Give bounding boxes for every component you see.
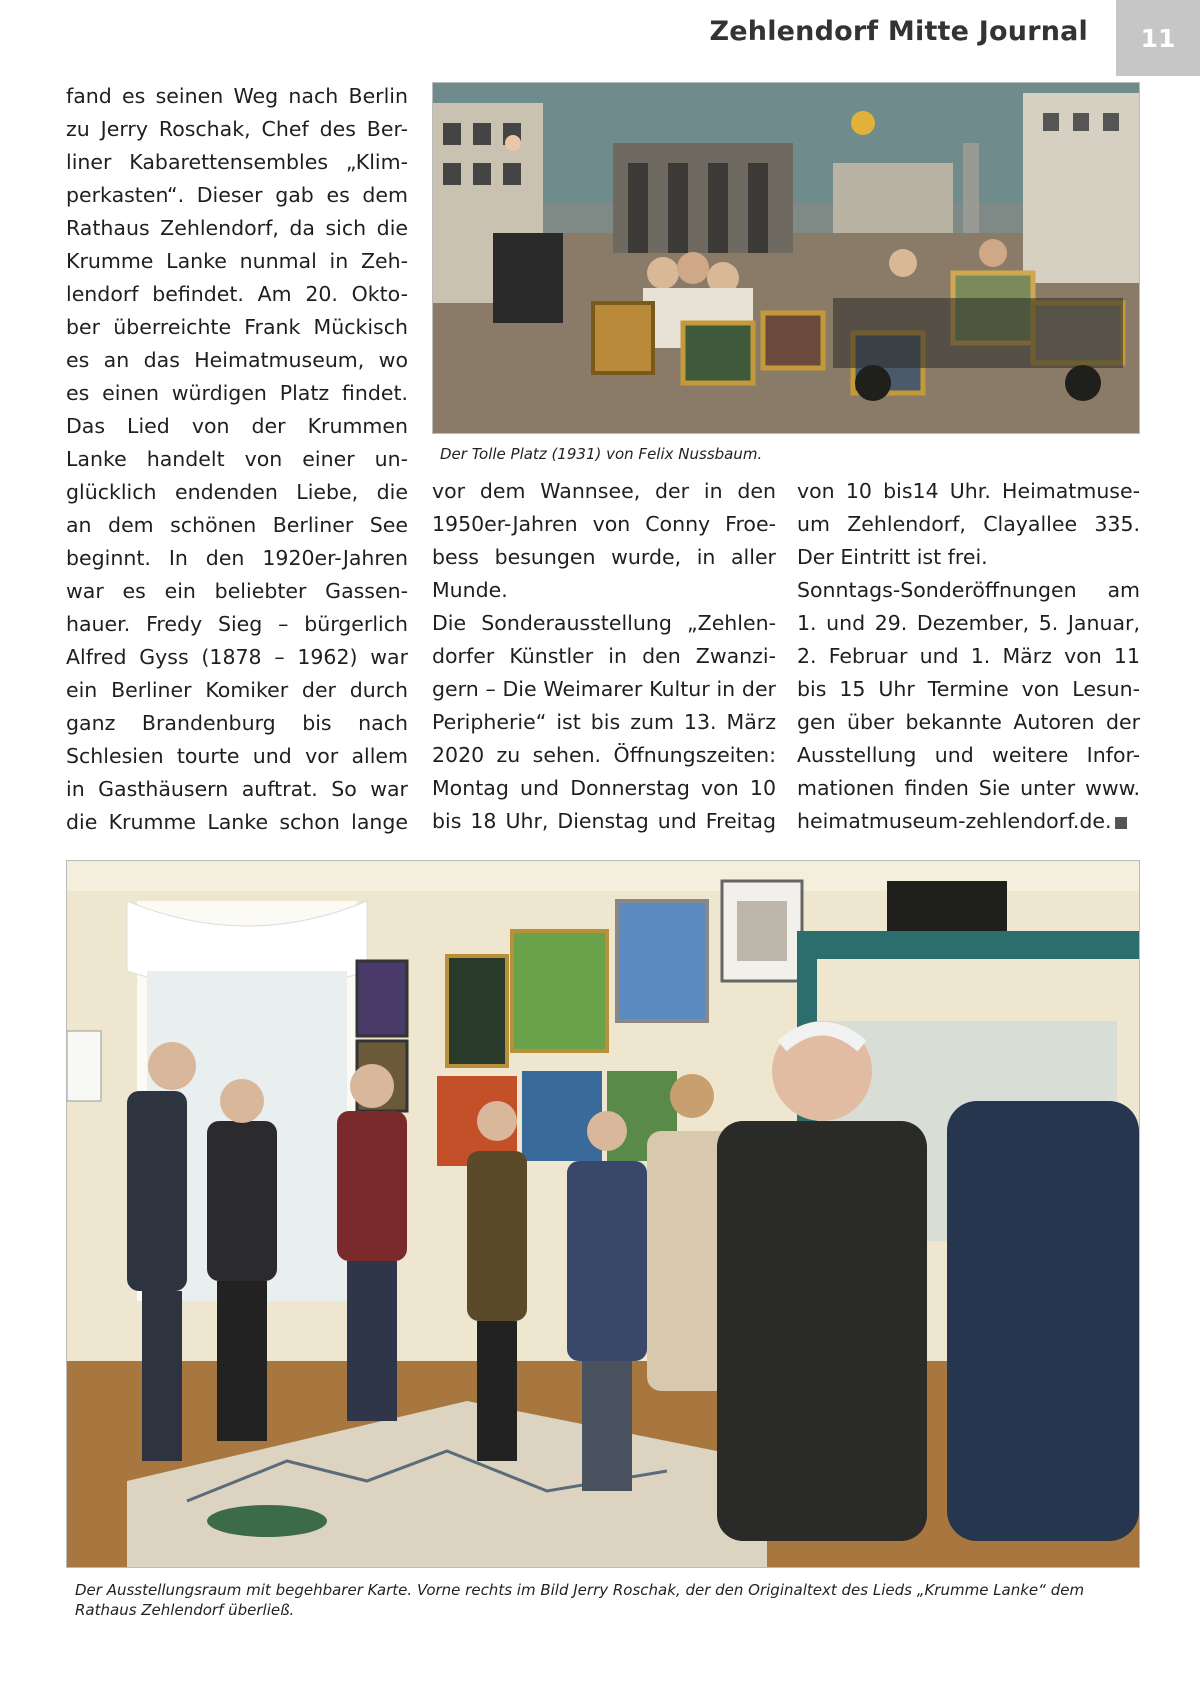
- text-line: es einen würdigen Platz findet.: [66, 381, 408, 405]
- text-line: beginnt. In den 1920er-Jahren: [66, 546, 408, 570]
- text-line: Rathaus Zehlendorf, da sich die: [66, 216, 408, 240]
- text-line: dorfer Künstler in den Zwanzi-: [432, 644, 776, 668]
- text-line: Montag und Donnerstag von 10: [432, 776, 776, 800]
- text-line: hauer. Fredy Sieg – bürgerlich: [66, 612, 408, 636]
- page-header: [0, 0, 1200, 78]
- text-line: Die Sonderausstellung „Zehlen-: [432, 611, 776, 635]
- text-line: 1. und 29. Dezember, 5. Januar,: [797, 611, 1140, 635]
- article-column-2: [432, 475, 776, 838]
- text-line: ein Berliner Komiker der durch: [66, 678, 408, 702]
- text-line: glücklich endenden Liebe, die: [66, 480, 408, 504]
- text-line: Das Lied von der Krummen: [66, 414, 408, 438]
- text-line: in Gasthäusern auftrat. So war: [66, 777, 408, 801]
- text-line: perkasten“. Dieser gab es dem: [66, 183, 408, 207]
- text-line: die Krumme Lanke schon lange: [66, 810, 408, 834]
- exhibition-illustration: [67, 861, 1139, 1567]
- text-line: es an das Heimatmuseum, wo: [66, 348, 408, 372]
- text-line: lendorf befindet. Am 20. Okto-: [66, 282, 408, 306]
- text-line: um Zehlendorf, Clayallee 335.: [797, 512, 1140, 536]
- text-line: Krumme Lanke nunmal in Zeh-: [66, 249, 408, 273]
- text-line: Alfred Gyss (1878 – 1962) war: [66, 645, 408, 669]
- text-line: bis 18 Uhr, Dienstag und Freitag: [432, 809, 776, 833]
- article-column-3: [797, 475, 1140, 838]
- text-line: vor dem Wannsee, der in den: [432, 479, 776, 503]
- text-line: von 10 bis14 Uhr. Heimatmuse-: [797, 479, 1140, 503]
- text-line: gern – Die Weimarer Kultur in der: [432, 677, 776, 701]
- text-line: heimatmuseum-zehlendorf.de.: [797, 805, 1140, 838]
- painting-illustration: [433, 83, 1139, 433]
- text-line: an dem schönen Berliner See: [66, 513, 408, 537]
- text-line: war es ein beliebter Gassen-: [66, 579, 408, 603]
- text-line: fand es seinen Weg nach Berlin: [66, 84, 408, 108]
- text-line: Schlesien tourte und vor allem: [66, 744, 408, 768]
- text-line: ber überreichte Frank Mückisch: [66, 315, 408, 339]
- text-line: ganz Brandenburg bis nach: [66, 711, 408, 735]
- text-line: 2. Februar und 1. März von 11: [797, 644, 1140, 668]
- journal-title: Zehlendorf Mitte Journal: [709, 16, 1088, 47]
- text-line: gen über bekannte Autoren der: [797, 710, 1140, 734]
- text-line: liner Kabarettensembles „Klim-: [66, 150, 408, 174]
- text-line: Der Eintritt ist frei.: [797, 545, 988, 569]
- text-line: 2020 zu sehen. Öffnungszeiten:: [432, 743, 776, 767]
- page-number: 11: [1116, 0, 1200, 76]
- text-line: bis 15 Uhr Termine von Lesun-: [797, 677, 1140, 701]
- text-line: Munde.: [432, 578, 508, 602]
- text-line: mationen finden Sie unter www.: [797, 776, 1140, 800]
- exhibition-photo: [66, 860, 1140, 1568]
- text-line: Ausstellung und weitere Infor-: [797, 743, 1140, 767]
- painting-caption: Der Tolle Platz (1931) von Felix Nussbaum.: [440, 445, 763, 463]
- text-line: Sonntags-Sonderöffnungen am: [797, 578, 1140, 602]
- text-line: 1950er-Jahren von Conny Froe-: [432, 512, 776, 536]
- text-line: zu Jerry Roschak, Chef des Ber-: [66, 117, 408, 141]
- article-column-1: [66, 80, 408, 839]
- text-line: Lanke handelt von einer un-: [66, 447, 408, 471]
- painting-image: [432, 82, 1140, 434]
- text-line: bess besungen wurde, in aller: [432, 545, 776, 569]
- text-line: Peripherie“ ist bis zum 13. März: [432, 710, 776, 734]
- article-end-mark-icon: [1115, 817, 1127, 829]
- exhibition-caption: Der Ausstellungsraum mit begehbarer Karte. Vorne rechts im Bild Jerry Roschak, der den Originaltext des Lieds „Krumme Lanke“ dem Rathaus Zehlendorf überließ.: [75, 1581, 1085, 1619]
